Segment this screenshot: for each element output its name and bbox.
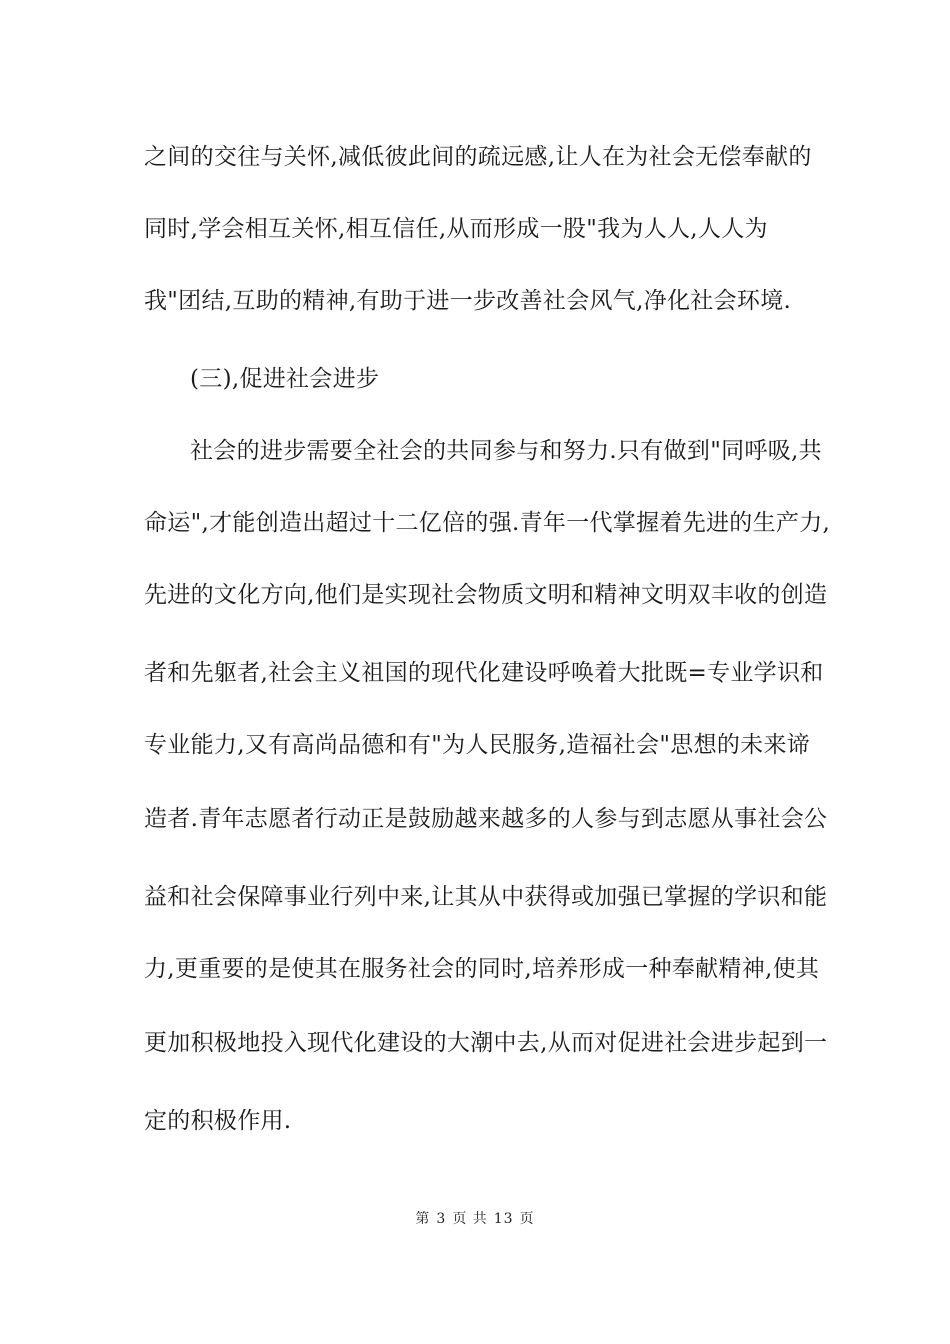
body-text-line: 更加积极地投入现代化建设的大潮中去,从而对促进社会进步起到一 xyxy=(144,1030,828,1056)
body-text-line: 之间的交往与关怀,减低彼此间的疏远感,让人在为社会无偿奉献的 xyxy=(144,144,812,170)
body-text-line: 命运",才能创造出超过十二亿倍的强.青年一代掌握着先进的生产力, xyxy=(144,510,831,536)
section-heading: (三),促进社会进步 xyxy=(190,366,380,392)
body-text-line: 力,更重要的是使其在服务社会的同时,培养形成一种奉献精神,使其 xyxy=(144,956,820,982)
current-page-number: 3 xyxy=(436,1211,447,1227)
body-text-line: 先进的文化方向,他们是实现社会物质文明和精神文明双丰收的创造 xyxy=(144,582,828,608)
page-footer xyxy=(0,1210,950,1228)
body-text-line: 社会的进步需要全社会的共同参与和努力.只有做到"同呼吸,共 xyxy=(190,438,822,464)
body-text-line: 我"团结,互助的精神,有助于进一步改善社会风气,净化社会环境. xyxy=(144,288,792,314)
body-text-line: 定的积极作用. xyxy=(144,1108,292,1134)
body-text-line: 益和社会保障事业行列中来,让其从中获得或加强已掌握的学识和能 xyxy=(144,884,828,910)
page-label-suffix: 页 xyxy=(519,1211,535,1227)
page-label-prefix: 第 xyxy=(415,1211,431,1227)
body-text-line: 者和先躯者,社会主义祖国的现代化建设呼唤着大批既=专业学识和 xyxy=(144,660,824,686)
body-text-line: 专业能力,又有高尚品德和有"为人民服务,造福社会"思想的未来谛 xyxy=(144,732,811,758)
body-text-line: 造者.青年志愿者行动正是鼓励越来越多的人参与到志愿从事社会公 xyxy=(144,806,828,832)
body-text-line: 同时,学会相互关怀,相互信任,从而形成一股"我为人人,人人为 xyxy=(144,216,768,242)
total-pages-number: 13 xyxy=(493,1211,514,1227)
page-label-mid: 页 共 xyxy=(452,1211,488,1227)
